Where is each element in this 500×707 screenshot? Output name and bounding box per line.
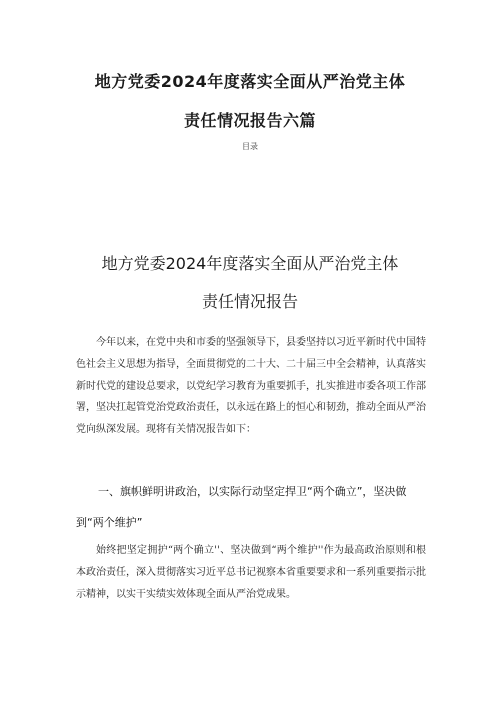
section-heading-1: 一、旗帜鲜明讲政治，以实际行动坚定捍卫“两个确立”，坚决做到“两个维护” bbox=[76, 485, 407, 529]
body-paragraph-1: 始终把坚定拥护“两个确立''、坚决做到“两个维护''作为最高政治原则和根本政治责任，深入贯彻落实习近平总书记视察本省重要要求和一系列重要指示批示精神，以实干实绩实效体现全面从严治党成果。 bbox=[76, 545, 426, 600]
document-title-line-2: 责任情况报告六篇 bbox=[183, 111, 316, 130]
section-title-line-2: 责任情况报告 bbox=[201, 292, 298, 311]
toc-label: 目录 bbox=[242, 142, 258, 151]
section-title-line-1: 地方党委2024年度落实全面从严治党主体 bbox=[101, 254, 399, 273]
document-title-line-1: 地方党委2024年度落实全面从严治党主体 bbox=[94, 72, 406, 91]
intro-paragraph: 今年以来，在党中央和市委的坚强领导下，县委坚持以习近平新时代中国特色社会主义思想为指导，全面贯彻党的二十大、二十届三中全会精神，认真落实新时代党的建设总要求，以党纪学习教育为重要抓手，扎实推进市委各项工作部署，坚决扛起管党治党政治责任，以永远在路上的恒心和韧劲，推动全面从严治党向纵深发展。现将有关情况报告如下： bbox=[76, 337, 426, 436]
